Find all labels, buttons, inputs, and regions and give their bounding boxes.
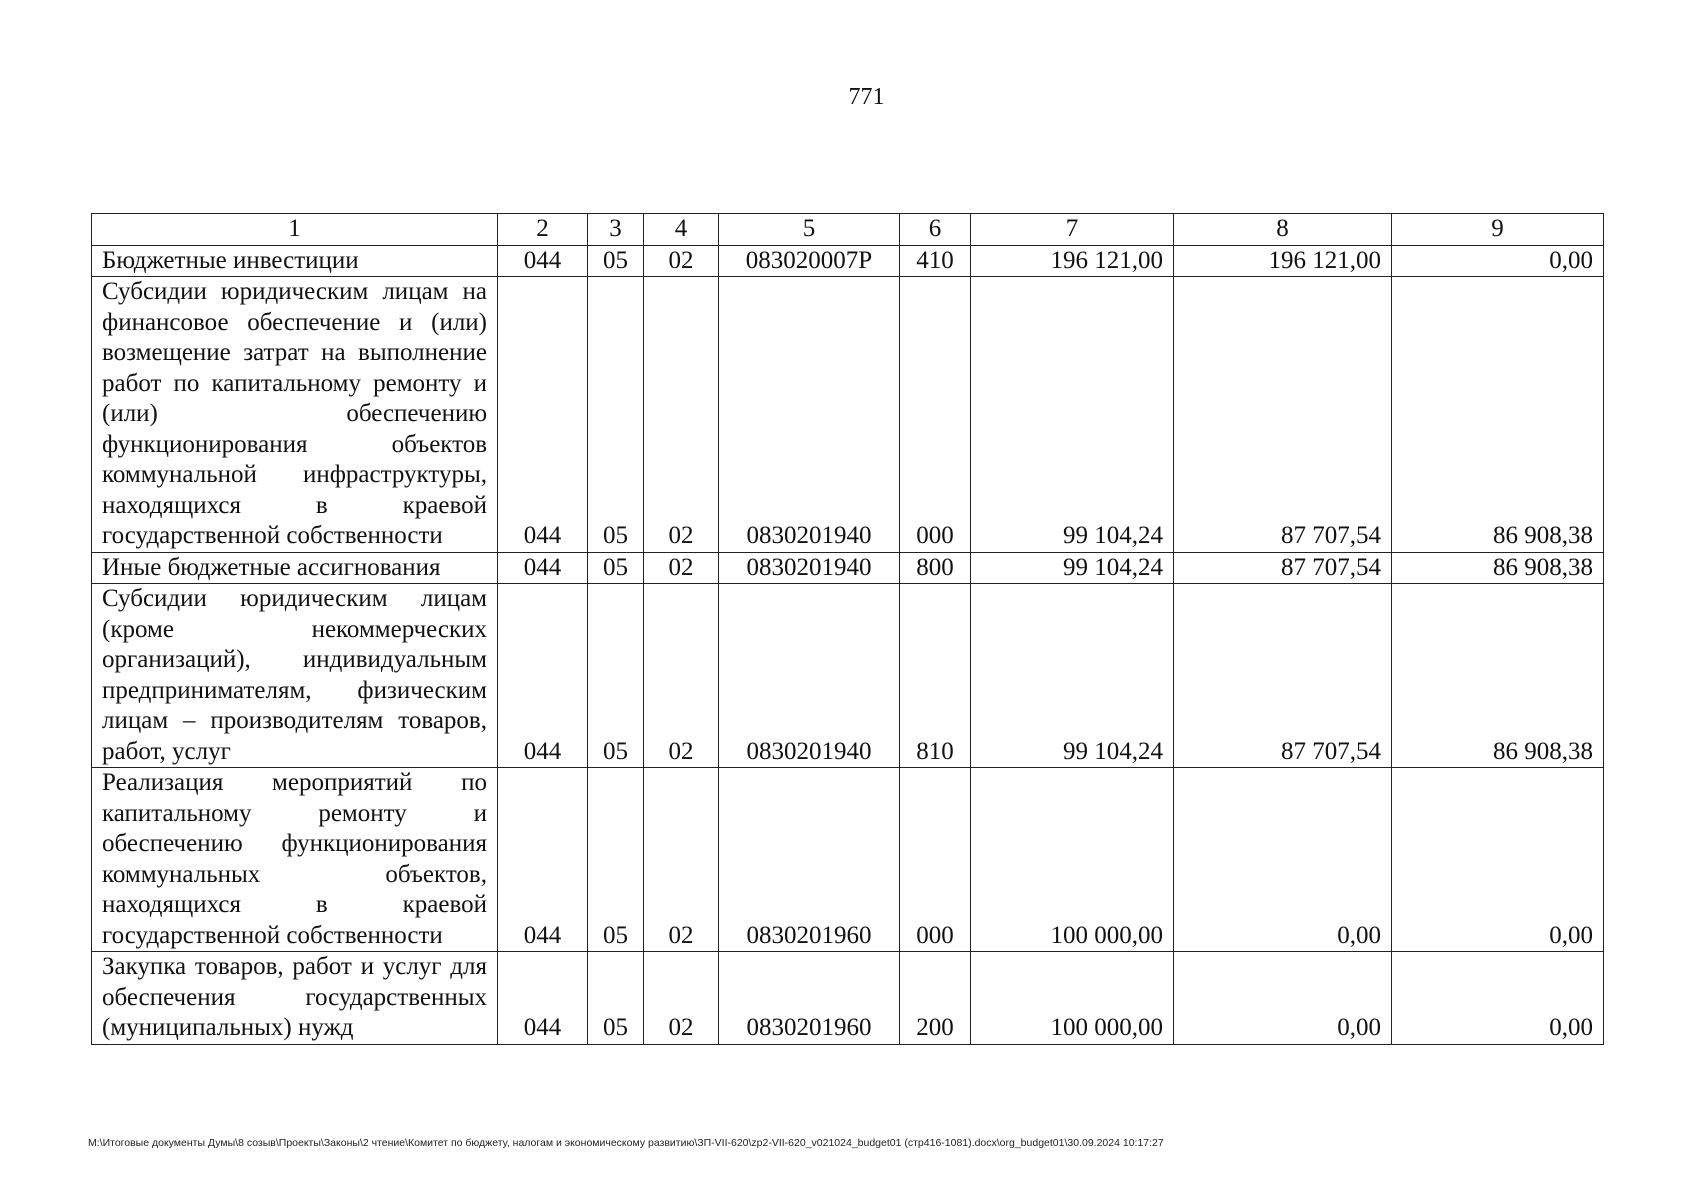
cell-col8: 0,00 (1174, 952, 1392, 1045)
cell-col2: 044 (498, 768, 588, 952)
cell-col7: 99 104,24 (971, 552, 1174, 584)
cell-col6: 800 (900, 552, 971, 584)
table-row (92, 952, 1604, 1045)
cell-col9: 0,00 (1392, 768, 1604, 952)
cell-col4: 02 (644, 584, 719, 768)
cell-col5: 0830201960 (719, 952, 900, 1045)
cell-col8: 0,00 (1174, 768, 1392, 952)
row-description: Бюджетные инвестиции (92, 245, 498, 277)
row-description: Иные бюджетные ассигнования (92, 552, 498, 584)
cell-col6: 810 (900, 584, 971, 768)
cell-col8: 196 121,00 (1174, 245, 1392, 277)
cell-col8: 87 707,54 (1174, 584, 1392, 768)
cell-col2: 044 (498, 552, 588, 584)
cell-col7: 99 104,24 (971, 277, 1174, 553)
table-row (92, 768, 1604, 952)
cell-col7: 100 000,00 (971, 952, 1174, 1045)
cell-col8: 87 707,54 (1174, 552, 1392, 584)
row-description: Субсидии юридическим лицам (кроме некоммерческих организаций), индивидуальным предпринимателям, физическим лицам – производителям товаров, работ, услуг (92, 584, 498, 768)
cell-col4: 02 (644, 768, 719, 952)
table-row (92, 552, 1604, 584)
budget-table (91, 213, 1604, 1045)
cell-col6: 000 (900, 768, 971, 952)
header-cell: 7 (971, 214, 1174, 246)
cell-col3: 05 (588, 768, 644, 952)
cell-col9: 0,00 (1392, 245, 1604, 277)
cell-col2: 044 (498, 277, 588, 553)
header-cell: 8 (1174, 214, 1392, 246)
cell-col6: 000 (900, 277, 971, 553)
cell-col4: 02 (644, 552, 719, 584)
cell-col2: 044 (498, 584, 588, 768)
header-cell: 1 (92, 214, 498, 246)
cell-col7: 196 121,00 (971, 245, 1174, 277)
cell-col8: 87 707,54 (1174, 277, 1392, 553)
document-file-path: M:\Итоговые документы Думы\8 созыв\Проекты\Законы\2 чтение\Комитет по бюджету, налогам и экономическому развитию\ЗП-VII-620\zp2-VII-620_v021024_budget01 (стр416-1081).docx\org_budget01\30.09.2024 10:17:27 (88, 1137, 1164, 1149)
header-cell: 2 (498, 214, 588, 246)
cell-col2: 044 (498, 952, 588, 1045)
table-header-row (92, 214, 1604, 246)
cell-col6: 200 (900, 952, 971, 1045)
cell-col5: 0830201940 (719, 552, 900, 584)
table-row (92, 245, 1604, 277)
cell-col5: 0830201960 (719, 768, 900, 952)
cell-col2: 044 (498, 245, 588, 277)
cell-col3: 05 (588, 552, 644, 584)
cell-col5: 0830201940 (719, 584, 900, 768)
cell-col3: 05 (588, 584, 644, 768)
table-row (92, 584, 1604, 768)
header-cell: 3 (588, 214, 644, 246)
cell-col4: 02 (644, 952, 719, 1045)
header-cell: 5 (719, 214, 900, 246)
cell-col9: 86 908,38 (1392, 277, 1604, 553)
cell-col3: 05 (588, 245, 644, 277)
cell-col9: 86 908,38 (1392, 584, 1604, 768)
row-description: Субсидии юридическим лицам на финансовое обеспечение и (или) возмещение затрат на выполнение работ по капитальному ремонту и (или) обеспечению функционирования объектов коммунальной инфраструктуры, находящихся в краевой государственной собственности (92, 277, 498, 553)
cell-col6: 410 (900, 245, 971, 277)
table-row (92, 277, 1604, 553)
cell-col7: 99 104,24 (971, 584, 1174, 768)
page-number: 771 (848, 84, 885, 110)
cell-col5: 0830201940 (719, 277, 900, 553)
header-cell: 4 (644, 214, 719, 246)
header-cell: 9 (1392, 214, 1604, 246)
cell-col5: 083020007Р (719, 245, 900, 277)
row-description: Реализация мероприятий по капитальному ремонту и обеспечению функционирования коммунальных объектов, находящихся в краевой государственной собственности (92, 768, 498, 952)
cell-col4: 02 (644, 277, 719, 553)
header-cell: 6 (900, 214, 971, 246)
cell-col3: 05 (588, 277, 644, 553)
cell-col4: 02 (644, 245, 719, 277)
cell-col7: 100 000,00 (971, 768, 1174, 952)
row-description: Закупка товаров, работ и услуг для обеспечения государственных (муниципальных) нужд (92, 952, 498, 1045)
cell-col9: 86 908,38 (1392, 552, 1604, 584)
cell-col3: 05 (588, 952, 644, 1045)
cell-col9: 0,00 (1392, 952, 1604, 1045)
